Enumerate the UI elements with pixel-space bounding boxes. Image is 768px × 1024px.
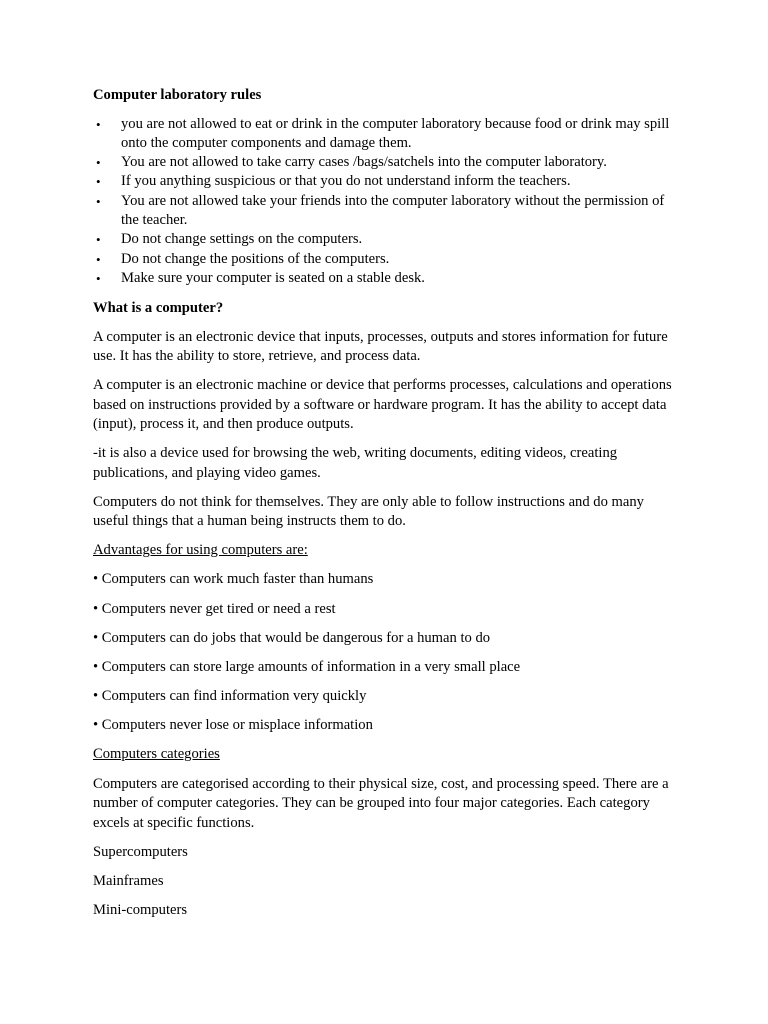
advantage-item: • Computers never get tired or need a rest — [93, 600, 336, 617]
categories-heading: Computers categories — [93, 746, 220, 763]
definition-paragraph: A computer is an electronic device that inputs, processes, outputs and stores information for future use. It has the ability to store, retrieve, and process data. — [93, 328, 668, 365]
advantage-item: • Computers can do jobs that would be dangerous for a human to do — [93, 629, 491, 646]
categories-intro: Computers are categorised according to their physical size, cost, and processing speed. There are a number of computer categories. They can be grouped into four major categories. Each category excels at specific functions. — [93, 775, 669, 831]
advantage-item: • Computers can find information very quickly — [93, 688, 367, 705]
rule-text: Do not change settings on the computers. — [121, 231, 363, 248]
definition-paragraph: Computers do not think for themselves. They are only able to follow instructions and do many useful things that a human being instructs them to do. — [93, 493, 644, 530]
rule-text: Do not change the positions of the computers. — [121, 250, 390, 267]
advantages-heading: Advantages for using computers are: — [93, 542, 308, 559]
bullet-icon: • — [96, 174, 101, 190]
definition-paragraph: A computer is an electronic machine or device that performs processes, calculations and operations based on instructions provided by a software or hardware program. It has the ability to accept data (input), process it, and then produce outputs. — [93, 377, 672, 433]
bullet-icon: • — [96, 193, 101, 209]
bullet-icon: • — [96, 155, 101, 171]
category-item: Mini-computers — [93, 902, 188, 919]
rule-text: You are not allowed to take carry cases /bags/satchels into the computer laboratory. — [121, 154, 607, 171]
lab-rules-heading: Computer laboratory rules — [93, 87, 262, 103]
bullet-icon: • — [96, 251, 101, 267]
what-is-computer-heading: What is a computer? — [93, 300, 224, 317]
document-page — [93, 86, 683, 930]
rule-item — [93, 192, 683, 231]
rule-item — [93, 172, 683, 191]
advantage-item: • Computers can store large amounts of information in a very small place — [93, 658, 521, 675]
category-item: Supercomputers — [93, 843, 188, 860]
lab-rules-list — [93, 115, 683, 289]
rule-text: Make sure your computer is seated on a stable desk. — [121, 269, 425, 286]
rule-item — [93, 250, 683, 269]
rule-item — [93, 153, 683, 172]
advantage-item: • Computers never lose or misplace information — [93, 717, 373, 734]
rule-item — [93, 269, 683, 288]
definition-paragraph: -it is also a device used for browsing the web, writing documents, editing videos, creating publications, and playing video games. — [93, 445, 618, 481]
category-item: Mainframes — [93, 872, 164, 889]
rule-text: If you anything suspicious or that you do not understand inform the teachers. — [121, 173, 571, 190]
bullet-icon: • — [96, 116, 101, 132]
bullet-icon: • — [96, 232, 101, 248]
rule-text: You are not allowed take your friends into the computer laboratory without the permission of the teacher. — [121, 192, 665, 228]
advantage-item: • Computers can work much faster than humans — [93, 571, 374, 588]
rule-item — [93, 115, 683, 154]
bullet-icon: • — [96, 270, 101, 286]
rule-text: you are not allowed to eat or drink in the computer laboratory because food or drink may spill onto the computer components and damage them. — [121, 115, 670, 151]
rule-item — [93, 230, 683, 249]
